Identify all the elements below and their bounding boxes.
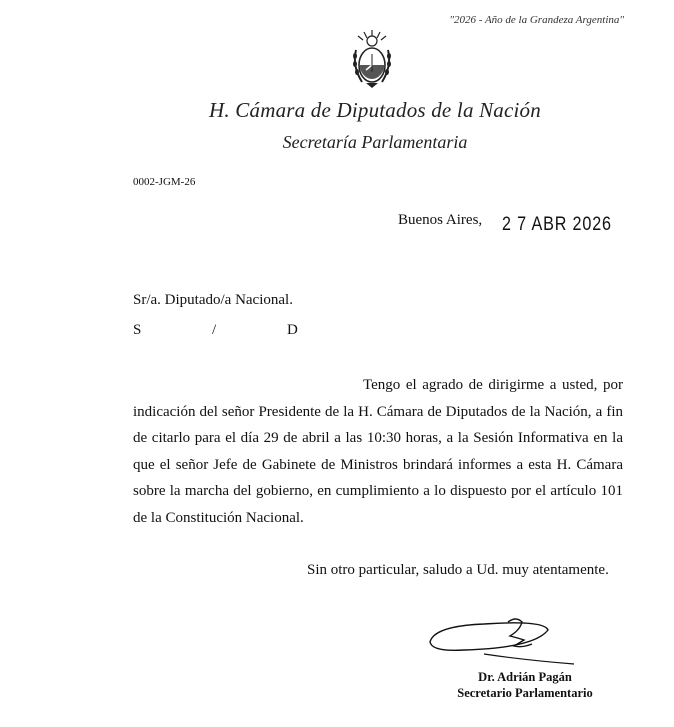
institution-name: H. Cámara de Diputados de la Nación xyxy=(209,98,541,122)
addressee: Sr/a. Diputado/a Nacional. xyxy=(133,292,293,308)
letter-place: Buenos Aires, xyxy=(398,212,483,228)
closing-line: Sin otro particular, saludo a Ud. muy atentamente. xyxy=(307,562,609,578)
sd-slash: / xyxy=(212,322,217,338)
date-stamp: 2 7 ABR 2026 xyxy=(502,214,612,235)
signer-title: Secretario Parlamentario xyxy=(457,686,593,700)
sd-left: S xyxy=(133,322,142,338)
header-motto: "2026 - Año de la Grandeza Argentina" xyxy=(449,14,624,26)
letter-body: Tengo el agrado de dirigirme a usted, por indicación del señor Presidente de la H. Cámara de Diputados de la Nación, a fin de citarlo para el día 29 de abril a las 10:30 horas, a la Sesión Informativa en la que el señor Jefe de Gabinete de Ministros brindará informes a esta H. Cámara sobre la marcha del gobierno, en cumplimiento a lo dispuesto por el artículo 101 de la Constitución Nacional. xyxy=(133,377,623,526)
signature-image xyxy=(424,608,584,672)
coat-of-arms-icon xyxy=(348,28,396,90)
signer-name: Dr. Adrián Pagán xyxy=(478,670,572,684)
reference-number: 0002-JGM-26 xyxy=(133,176,196,188)
sd-right: D xyxy=(287,322,298,338)
department-name: Secretaría Parlamentaria xyxy=(282,132,468,152)
